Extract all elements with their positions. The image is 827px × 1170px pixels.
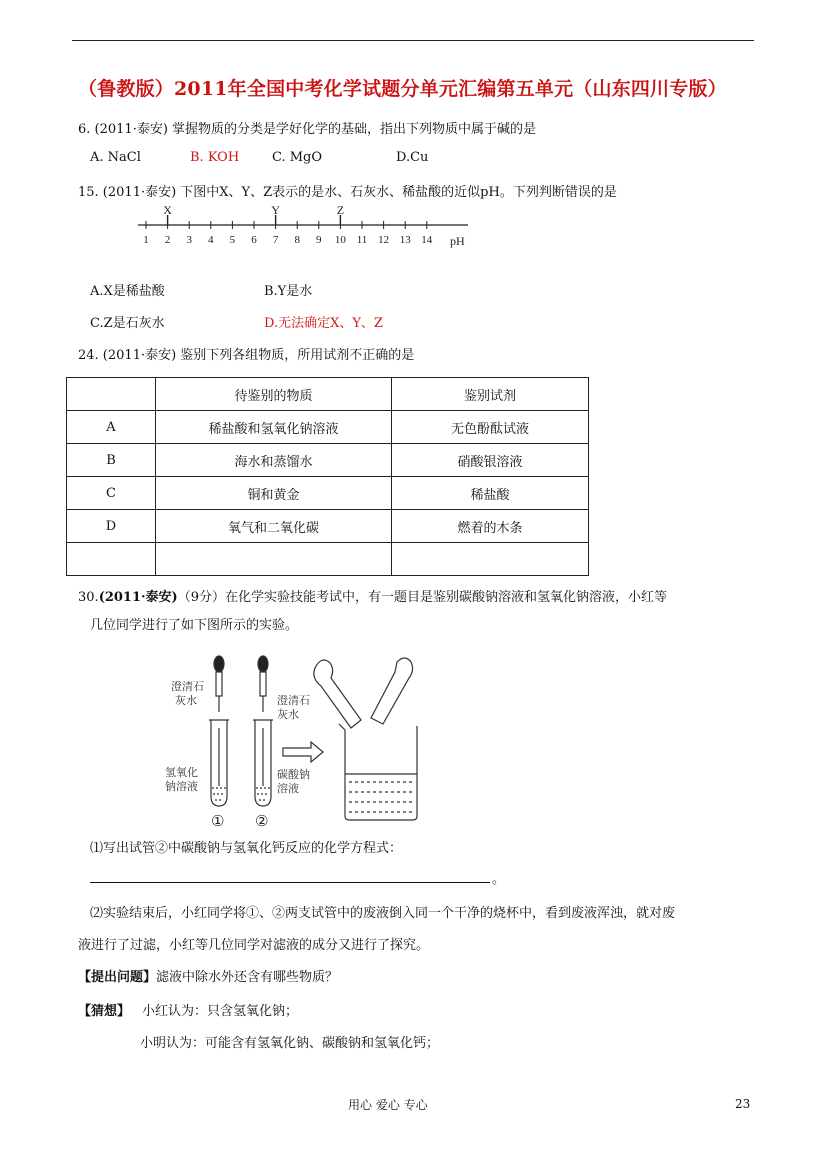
ph-tick-label: 2 xyxy=(164,234,171,246)
guess-label: 【猜想】 xyxy=(78,1004,131,1019)
question-label: 【提出问题】 xyxy=(78,970,157,985)
table-cell: 燃着的木条 xyxy=(392,510,589,543)
q30-stem-line1 xyxy=(78,586,667,605)
q6-option-c: C. MgO xyxy=(272,150,323,165)
ph-tick-label: 8 xyxy=(294,234,300,246)
table-row xyxy=(67,411,589,444)
q6-option-d: D.Cu xyxy=(396,150,429,165)
ph-marker-label: Z xyxy=(336,203,345,217)
ph-tick-label: 9 xyxy=(316,234,322,246)
ph-tick-label: 13 xyxy=(399,234,411,246)
ph-tick-label: 12 xyxy=(378,234,390,246)
table-header-row xyxy=(67,378,589,411)
question-text: 滤液中除水外还含有哪些物质？ xyxy=(156,970,339,985)
header-rule xyxy=(72,40,754,41)
figure-label-na2co3: 碳酸钠 xyxy=(277,768,310,781)
q15-option-b: B.Y是水 xyxy=(264,284,313,299)
figure-label-limewater-2: 澄清石 xyxy=(277,694,310,707)
figure-label-naoh: 钠溶液 xyxy=(165,780,198,793)
table-cell: 稀盐酸和氢氧化钠溶液 xyxy=(156,411,392,444)
dropper-icon xyxy=(258,656,268,712)
table-cell: 硝酸银溶液 xyxy=(392,444,589,477)
q6-option-b: B. KOH xyxy=(190,150,240,165)
test-tube-icon xyxy=(209,720,229,806)
table-cell: 海水和蒸馏水 xyxy=(156,444,392,477)
beaker-icon xyxy=(339,724,417,820)
answer-blank-line xyxy=(90,882,490,883)
q30-guess xyxy=(78,1000,298,1019)
ph-tick-label: 1 xyxy=(143,234,149,246)
table-header-cell: 待鉴别的物质 xyxy=(156,378,392,411)
ph-scale-diagram xyxy=(130,203,480,249)
ph-marker-label: Y xyxy=(271,203,280,217)
q30-sub1: ⑴写出试管②中碳酸钠与氢氧化钙反应的化学方程式： xyxy=(90,841,403,856)
guess-1: 小红认为：只含氢氧化钠； xyxy=(142,1004,299,1019)
tube-1-label: ① xyxy=(211,812,225,830)
table-row xyxy=(67,444,589,477)
q30-sub2-line1: ⑵实验结束后，小红同学将①、②两支试管中的废液倒入同一个干净的烧杯中，看到废液浑浊，就对废 xyxy=(90,906,676,921)
q15-option-a: A.X是稀盐酸 xyxy=(90,284,165,299)
q30-stem-text: （9分）在化学实验技能考试中，有一题目是鉴别碳酸钠溶液和氢氧化钠溶液，小红等 xyxy=(177,590,667,605)
q24-table xyxy=(66,377,589,576)
table-cell: D xyxy=(67,510,156,543)
table-cell: C xyxy=(67,477,156,510)
ph-unit-label: pH xyxy=(450,234,465,248)
table-row xyxy=(67,510,589,543)
q15-option-d: D.无法确定X、Y、Z xyxy=(264,316,383,331)
q15-option-c: C.Z是石灰水 xyxy=(90,316,165,331)
table-cell: B xyxy=(67,444,156,477)
q30-sub2-line2: 液进行了过滤，小红等几位同学对滤液的成分又进行了探究。 xyxy=(78,938,430,953)
experiment-figure xyxy=(165,648,425,830)
table-cell: 稀盐酸 xyxy=(392,477,589,510)
ph-tick-label: 11 xyxy=(356,234,368,246)
table-row xyxy=(67,477,589,510)
table-cell: A xyxy=(67,411,156,444)
tube-2-label: ② xyxy=(255,812,269,830)
pouring-tube-icon xyxy=(314,660,361,728)
figure-label-limewater-1: 澄清石 xyxy=(171,680,204,693)
table-cell xyxy=(392,543,589,576)
ph-marker-label: X xyxy=(163,203,172,217)
q6-stem: 6. (2011·泰安) 掌握物质的分类是学好化学的基础，指出下列物质中属于碱的是 xyxy=(78,122,537,137)
q30-source: (2011·泰安) xyxy=(98,590,178,605)
ph-tick-label: 5 xyxy=(229,234,236,246)
dropper-icon xyxy=(214,656,224,712)
guess-2: 小明认为：可能含有氢氧化钠、碳酸钠和氢氧化钙； xyxy=(140,1036,440,1051)
ph-tick-label: 3 xyxy=(186,234,192,246)
figure-label-limewater-2: 灰水 xyxy=(277,708,299,721)
q30-stem-line2: 几位同学进行了如下图所示的实验。 xyxy=(90,618,299,633)
q15-stem: 15. (2011·泰安) 下图中X、Y、Z表示的是水、石灰水、稀盐酸的近似pH。下列判断错误的是 xyxy=(78,185,617,200)
document-title: （鲁教版）2011年全国中考化学试题分单元汇编第五单元（山东四川专版） xyxy=(78,78,727,100)
page-footer: 用心 爱心 专心 xyxy=(348,1098,428,1112)
q30-sub1-end: 。 xyxy=(492,872,506,887)
ph-tick-label: 10 xyxy=(334,234,346,246)
pouring-tube-icon xyxy=(371,658,413,724)
right-arrow-icon xyxy=(283,742,323,762)
ph-tick-label: 14 xyxy=(421,234,433,246)
ph-tick-label: 4 xyxy=(208,234,214,246)
q30-number: 30. xyxy=(78,590,99,605)
table-row xyxy=(67,543,589,576)
q30-question xyxy=(78,966,338,985)
ph-tick-label: 6 xyxy=(251,234,257,246)
page-number: 23 xyxy=(735,1097,751,1111)
table-cell xyxy=(156,543,392,576)
q6-option-a: A. NaCl xyxy=(90,150,141,165)
q24-stem: 24. (2011·泰安) 鉴别下列各组物质，所用试剂不正确的是 xyxy=(78,348,415,363)
figure-label-naoh: 氢氧化 xyxy=(165,766,198,779)
table-cell: 铜和黄金 xyxy=(156,477,392,510)
figure-label-na2co3: 溶液 xyxy=(277,782,299,795)
table-header-cell xyxy=(67,378,156,411)
table-cell xyxy=(67,543,156,576)
table-header-cell: 鉴别试剂 xyxy=(392,378,589,411)
figure-label-limewater-1: 灰水 xyxy=(175,694,197,707)
table-cell: 氧气和二氧化碳 xyxy=(156,510,392,543)
test-tube-icon xyxy=(253,720,273,806)
ph-tick-label: 7 xyxy=(272,234,279,246)
table-cell: 无色酚酞试液 xyxy=(392,411,589,444)
